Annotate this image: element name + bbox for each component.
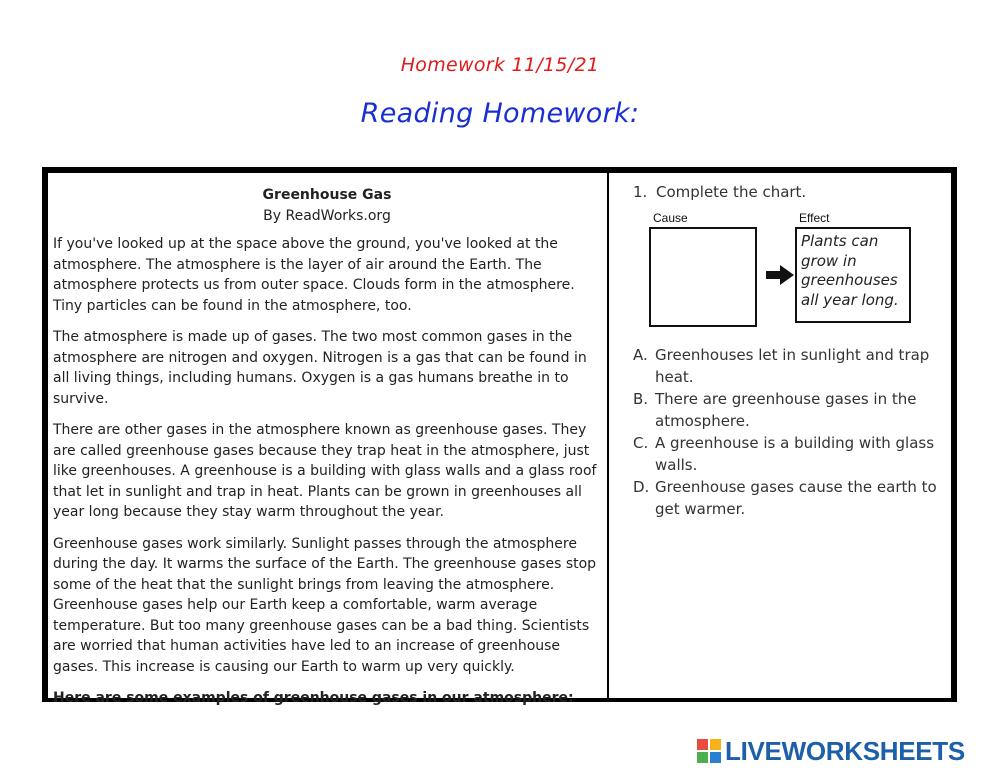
option-letter: C.: [633, 434, 649, 452]
effect-label: Effect: [799, 211, 830, 225]
cause-label: Cause: [653, 211, 688, 225]
article-closing-bold: Here are some examples of greenhouse gases in our atmosphere:: [53, 690, 574, 706]
option-letter: A.: [633, 346, 648, 364]
option-letter: D.: [633, 478, 650, 496]
option-c[interactable]: [633, 433, 951, 476]
question-panel: [609, 173, 951, 708]
option-a[interactable]: [633, 345, 951, 388]
liveworksheets-branding: [697, 732, 965, 770]
option-text: There are greenhouse gases in the atmosphere.: [655, 390, 917, 430]
article-paragraph: The atmosphere is made up of gases. The two most common gases in the atmosphere are nitrogen and oxygen. Nitrogen is a gas that can be found in all living things, including humans. Oxygen is a gas humans breathe in to survive.: [53, 329, 587, 407]
question-prompt: [633, 183, 951, 201]
option-b[interactable]: [633, 389, 951, 432]
article-title: Greenhouse Gas: [262, 187, 392, 203]
liveworksheets-wordmark: LIVEWORKSHEETS: [725, 735, 965, 766]
logo-tile: [697, 739, 708, 750]
homework-date: Homework 11/15/21: [400, 54, 600, 76]
worksheet-table: [42, 167, 957, 706]
option-text: A greenhouse is a building with glass walls.: [655, 434, 935, 474]
option-d[interactable]: [633, 477, 951, 520]
arrow-right-icon: [765, 264, 795, 286]
option-text: Greenhouse gases cause the earth to get warmer.: [655, 478, 937, 518]
logo-tile: [710, 752, 721, 763]
option-text: Greenhouses let in sunlight and trap heat.: [655, 346, 930, 386]
reading-homework-title: Reading Homework:: [360, 98, 640, 129]
answer-options: [633, 345, 951, 520]
liveworksheets-logo-icon: [697, 739, 721, 763]
logo-tile: [710, 739, 721, 750]
article-panel: [48, 173, 609, 706]
cause-drop-box[interactable]: [649, 227, 757, 327]
logo-tile: [697, 752, 708, 763]
effect-box: Plants can grow in greenhouses all year long.: [795, 227, 911, 323]
question-number: 1.: [633, 183, 648, 201]
article-paragraph: Greenhouse gases work similarly. Sunlight passes through the atmosphere during the day. It warms the surface of the Earth. The greenhouse gases stop some of the heat that the sunlight brings from leaving the atmosphere. Greenhouse gases help our Earth keep a comfortable, warm average temperature. But too many greenhouse gases can be a bad thing. Scientists are worried that human activities have led to an increase of greenhouse gases. This increase is causing our Earth to warm up very quickly.: [53, 535, 597, 675]
question-text: Complete the chart.: [656, 183, 807, 201]
cause-effect-chart: [649, 211, 949, 331]
article-paragraph: There are other gases in the atmosphere known as greenhouse gases. They are called greenhouse gases because they trap heat in the atmosphere, just like greenhouses. A greenhouse is a building with glass walls and a glass roof that let in sunlight and trap in heat. Plants can be grown in greenhouses all year long because they stay warm throughout the year.: [53, 422, 597, 520]
article-byline: By ReadWorks.org: [263, 207, 391, 224]
option-letter: B.: [633, 390, 649, 408]
article-paragraph: If you've looked up at the space above the ground, you've looked at the atmosphere. The atmosphere is the layer of air around the Earth. The atmosphere protects us from outer space. Clouds form in the atmosphere. Tiny particles can be found in the atmosphere, too.: [53, 236, 575, 314]
